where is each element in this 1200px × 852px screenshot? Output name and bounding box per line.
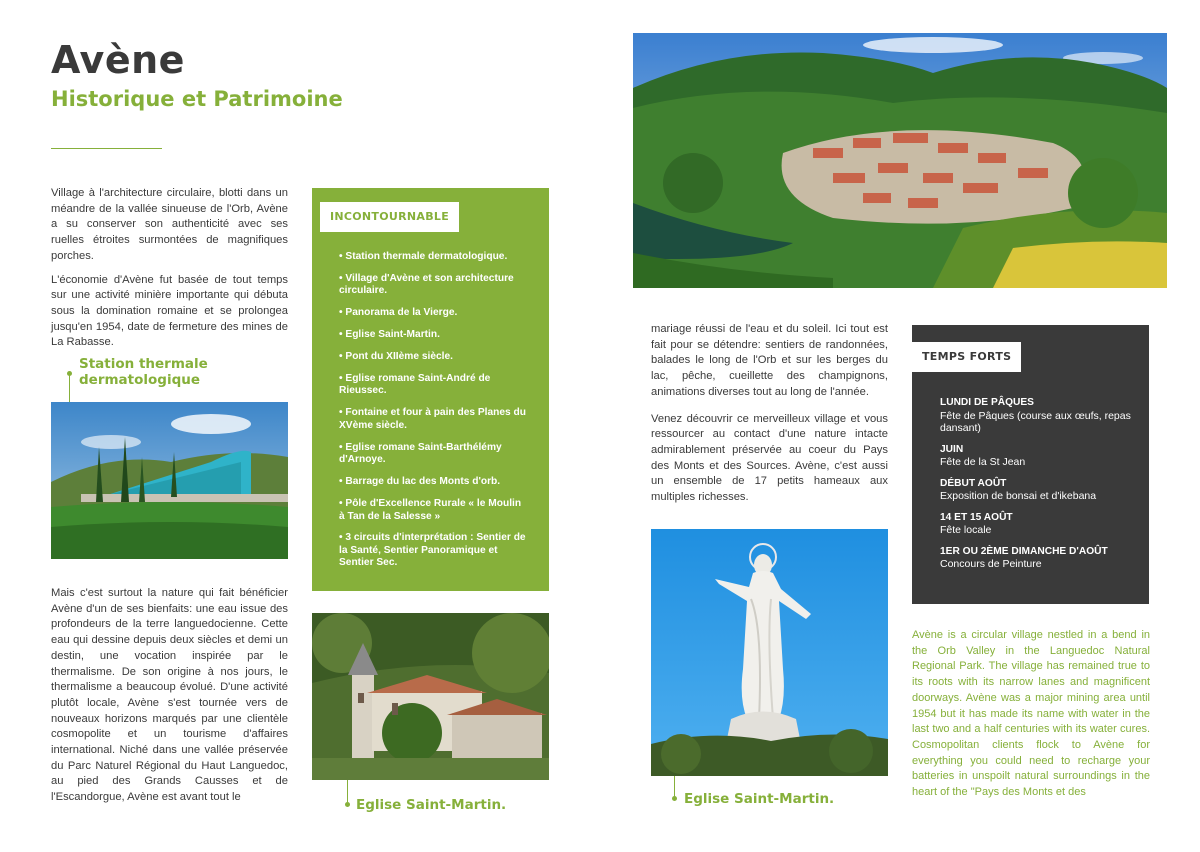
list-item: • Eglise romane Saint-Barthélémy d'Arnoye. [339,442,529,467]
event-item [940,478,1140,503]
list-item: • Village d'Avène et son architecture circulaire. [339,273,529,298]
caption-marker-line [69,374,70,404]
list-item: • Eglise Saint-Martin. [339,329,529,342]
intro-text [51,186,288,351]
intro-paragraph-1: Village à l'architecture circulaire, blotti dans un méandre de la vallée sinueuse de l'Orb, Avène a su conserver son authenticité avec ses ruelles étroites surmontées de magnifiques porches. [51,187,288,262]
incontournable-box [312,188,549,591]
event-item [940,444,1140,469]
caption-church-1: Eglise Saint-Martin. [356,797,507,813]
event-item [940,512,1140,537]
village-panorama-photo [633,33,1167,288]
english-text: Avène is a circular village nestled in a bend in the Orb Valley in the Languedoc Natural Regional Park. The village has remained true to its roots with its narrow lanes and magnificent doorways. Avène was a major mining area until 1954 but it has made its name with water in the last two and a half centuries with its water cures. Cosmopolitan clients flock to Avène for everything you could need to recharge your batteries in unspoilt natural surroundings in the heart of the "Pays des Monts et des [912,629,1150,799]
event-date: JUIN [940,443,964,455]
event-date: 14 ET 15 AOÛT [940,511,1013,523]
middle-text [651,322,888,506]
list-item: • Station thermale dermatologique. [339,251,529,264]
middle-paragraph-2: Venez découvrir ce merveilleux village et vous ressourcer au contact d'une nature intacte admirablement préservée au coeur du Pays des Monts et des Sources. Avène, c'est aussi un ensemble de 17 petits hameaux aux multiples richesses. [651,412,888,504]
church-photo-1 [312,613,549,780]
caption-church-2: Eglise Saint-Martin. [684,791,835,807]
caption-marker-dot [672,796,677,801]
event-description: Exposition de bonsai et d'ikebana [940,490,1097,502]
event-date: LUNDI DE PÂQUES [940,397,1034,408]
caption-thermal-line1: Station thermale [79,356,208,372]
caption-marker-dot [345,802,350,807]
list-item: • Pont du XIIème siècle. [339,351,529,364]
middle-paragraph-1: mariage réussi de l'eau et du soleil. Ici tout est fait pour se détendre: sentiers de randonnées, balades le long de l'Orb et sur les berges du lac, pêche, cueillette des champignons, animations diverses tout au long de l'année. [651,323,888,398]
temps-forts-label: TEMPS FORTS [912,342,1021,372]
event-description: Fête de la St Jean [940,456,1026,468]
events-list [940,397,1140,580]
event-date: 1ER OU 2ÈME DIMANCHE D'AOÛT [940,545,1108,557]
title-divider [51,148,162,149]
caption-thermal-line2: dermatologique [79,372,201,388]
temps-forts-box [912,325,1149,604]
caption-marker-line [674,776,675,798]
list-item: • 3 circuits d'interprétation : Sentier de la Santé, Sentier Panoramique et Sentier Sec. [339,532,529,570]
nature-paragraph: Mais c'est surtout la nature qui fait bénéficier Avène d'un de ses bienfaits: une eau issue des profondeurs de la terre languedocienne. Cette eau qui dessine depuis deux siècles et demi un destin, une vocation inspirée par le thermalisme. De son origine à nos jours, le thermalisme a beaucoup évolué. D'une activité plutôt locale, Avène s'est tournée vers de nouveaux horizons marqués par une clientèle cosmopolite et un tourisme d'affaires international. Niché dans une vallée préservée du Parc Naturel Régional du Haut Languedoc, au pied des Grands Causses et de l'Escandorgue, Avène est avant tout le [51,587,288,804]
caption-marker-line [347,780,348,802]
list-item: • Fontaine et four à pain des Planes du XVème siècle. [339,407,529,432]
list-item: • Barrage du lac des Monts d'orb. [339,476,529,489]
list-item: • Pôle d'Excellence Rurale « le Moulin à Tan de la Salesse » [339,498,529,523]
incontournable-label: INCONTOURNABLE [320,202,459,232]
incontournable-list [339,251,529,579]
caption-thermal [79,356,208,388]
page-subtitle: Historique et Patrimoine [51,87,343,111]
virgin-statue-photo [651,529,888,776]
intro-paragraph-2: L'économie d'Avène fut basée de tout temps sur une activité minière importante qui débuta sous la domination romaine et se prolongea jusqu'en 1954, date de fermeture des mines de La Rabasse. [51,273,288,349]
thermal-station-photo [51,402,288,559]
event-item [940,397,1140,435]
event-description: Fête locale [940,524,992,536]
event-description: Fête de Pâques (course aux œufs, repas dansant) [940,409,1131,434]
page-title: Avène [51,38,185,82]
list-item: • Panorama de la Vierge. [339,307,529,320]
event-item [940,546,1140,571]
list-item: • Eglise romane Saint-André de Rieussec. [339,373,529,398]
event-date: DÉBUT AOÛT [940,477,1007,489]
event-description: Concours de Peinture [940,558,1042,570]
